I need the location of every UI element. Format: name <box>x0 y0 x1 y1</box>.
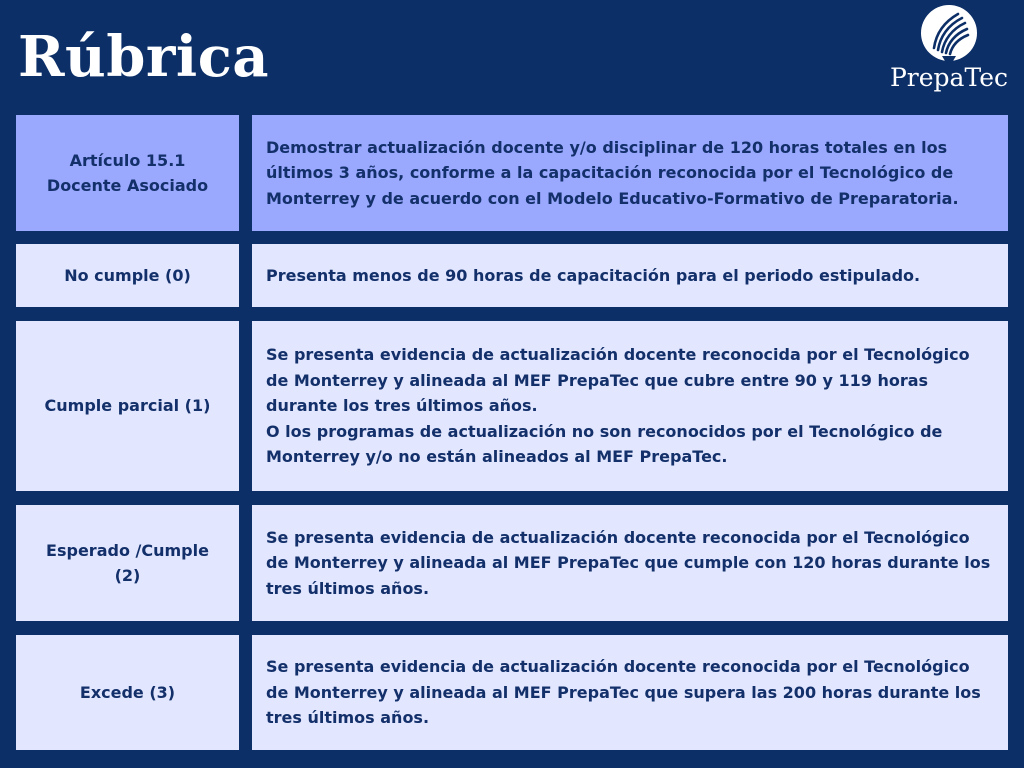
level-description-cell <box>252 505 1008 621</box>
level-description: Se presenta evidencia de actualización docente reconocida por el Tecnológico de Monterrey y alineada al MEF PrepaTec que cubre entre 90 y 119 horas durante los tres últimos años. O los programas de actualización no son reconocidos por el Tecnológico de Monterrey y/o no están alineados al MEF PrepaTec. <box>266 345 970 467</box>
level-label: Esperado /Cumple (2) <box>46 540 209 585</box>
level-description-cell <box>252 321 1008 491</box>
level-description-cell <box>252 635 1008 750</box>
level-label-cell <box>16 244 239 307</box>
article-description-cell <box>252 115 1008 231</box>
level-label: Cumple parcial (1) <box>44 396 211 416</box>
level-label-cell <box>16 635 239 750</box>
level-description: Presenta menos de 90 horas de capacitación para el periodo estipulado. <box>266 265 921 285</box>
rubric-level-row <box>16 321 1008 491</box>
article-description: Demostrar actualización docente y/o disciplinar de 120 horas totales en los últimos 3 años, conforme a la capacitación reconocida por el Tecnológico de Monterrey y de acuerdo con el Modelo Educativo-Formativo de Preparatoria. <box>266 137 959 208</box>
torch-flame-icon <box>920 4 978 62</box>
article-label-cell <box>16 115 239 231</box>
level-description-cell <box>252 244 1008 307</box>
level-label-cell <box>16 321 239 491</box>
prepatec-logo <box>880 4 1020 100</box>
rubric-header-row <box>16 115 1008 231</box>
level-description: Se presenta evidencia de actualización docente reconocida por el Tecnológico de Monterrey y alineada al MEF PrepaTec que cumple con 120 horas durante los tres últimos años. <box>266 527 991 598</box>
rubric-level-row <box>16 635 1008 750</box>
level-label: Excede (3) <box>79 682 176 702</box>
level-label: No cumple (0) <box>64 265 191 285</box>
article-label: Artículo 15.1 Docente Asociado <box>46 150 209 195</box>
rubric-level-row <box>16 505 1008 621</box>
level-description: Se presenta evidencia de actualización docente reconocida por el Tecnológico de Monterrey y alineada al MEF PrepaTec que supera las 200 horas durante los tres últimos años. <box>266 657 981 728</box>
logo-text: PrepaTec <box>889 63 1008 92</box>
page-title: Rúbrica <box>18 24 270 90</box>
level-label-cell <box>16 505 239 621</box>
rubric-level-row <box>16 244 1008 307</box>
